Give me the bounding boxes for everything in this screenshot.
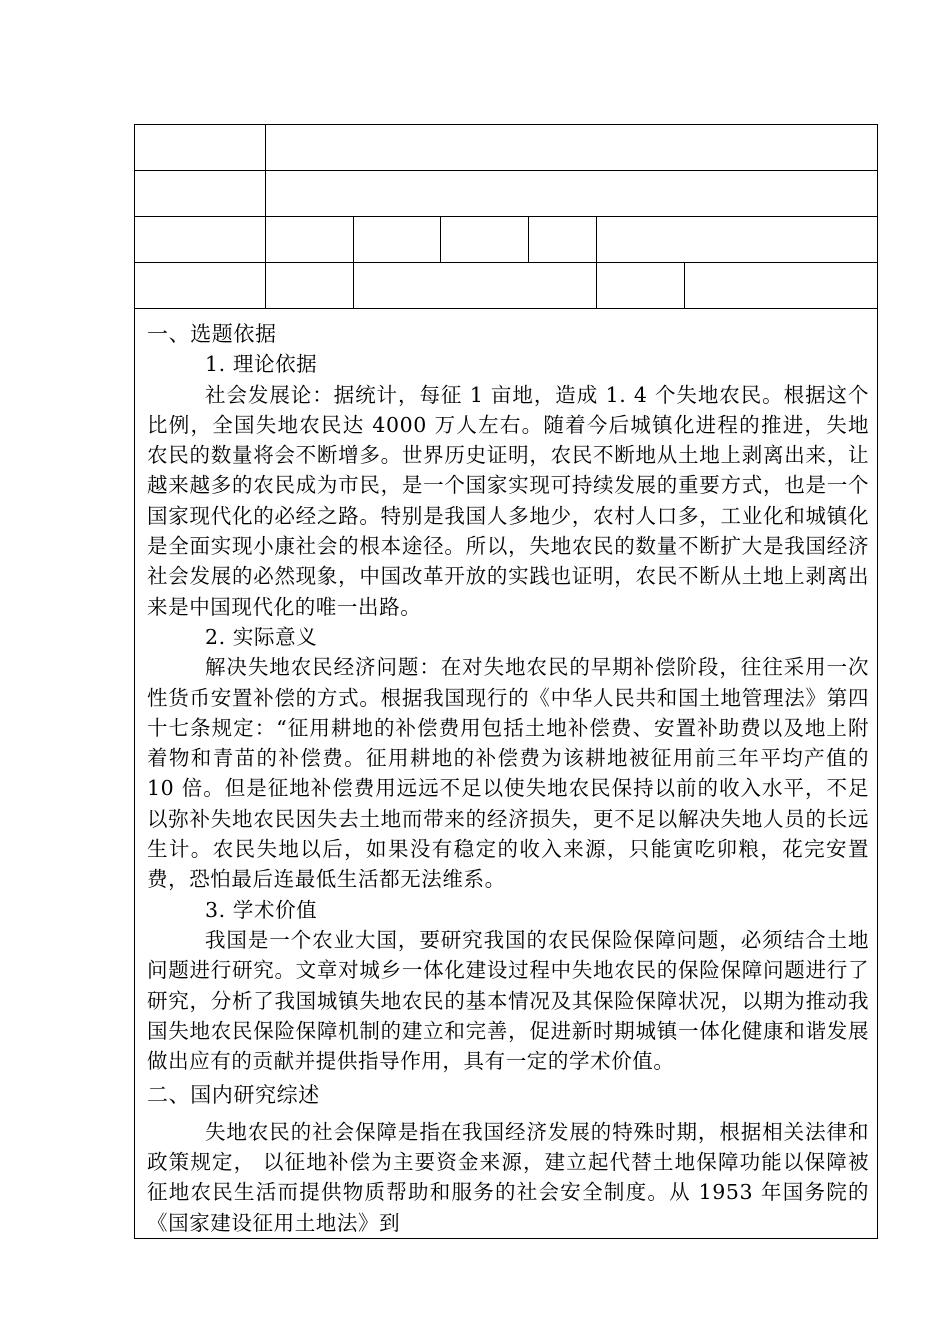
section-heading-basis: 一、选题依据 [147, 322, 277, 346]
form-value-cell[interactable] [266, 125, 878, 171]
paragraph-academic: 我国是一个农业大国，要研究我国的农民保险保障问题，必须结合土地问题进行研究。文章对城乡一体化建设过程中失地农民的保险保障问题进行了研究，分析了我国城镇失地农民的基本情况及其保险保障状况，以期为推动我国失地农民保险保障机制的建立和完善，促进新时期城镇一体化健康和谐发展做出应有的贡献并提供指导作用，具有一定的学术价值。 [147, 927, 870, 1074]
sub-heading-academic: 3. 学术价值 [205, 897, 318, 922]
form-label-cell [135, 125, 266, 171]
form-content-row [135, 309, 878, 1239]
form-label-cell [135, 217, 266, 263]
sub-heading-practical: 2. 实际意义 [205, 624, 318, 649]
form-value-cell[interactable] [441, 217, 529, 263]
section-heading-review: 二、国内研究综述 [147, 1083, 320, 1108]
form-row-3 [135, 217, 878, 263]
form-value-cell[interactable] [266, 217, 354, 263]
form-value-cell[interactable] [266, 171, 878, 217]
form-value-cell[interactable] [266, 263, 354, 309]
sub-heading-theory: 1. 理论依据 [205, 352, 318, 377]
content-cell [135, 309, 878, 1239]
paragraph-practical: 解决失地农民经济问题：在对失地农民的早期补偿阶段，往往采用一次性货币安置补偿的方式。根据我国现行的《中华人民共和国土地管理法》第四十七条规定：“征用耕地的补偿费用包括土地补偿费、安置补助费以及地上附着物和青苗的补偿费。征用耕地的补偿费为该耕地被征用前三年平均产值的 10 倍。但是征地补偿费用远远不足以使失地农民保持以前的收入水平，不足以弥补失地农民因失去土地而带来的经济损失，更不足以解决失地人员的长远生计。农民失地以后，如果没有稳定的收入来源，只能寅吃卯粮，花完安置费，恐怕最后连最低生活都无法维系。 [147, 655, 870, 892]
proposal-form-table [134, 124, 878, 1239]
form-label-cell [135, 171, 266, 217]
paragraph-review: 失地农民的社会保障是指在我国经济发展的特殊时期，根据相关法律和政策规定， 以征地补偿为主要资金来源，建立起代替土地保障功能以保障被征地农民生活而提供物质帮助和服务的社会安全制度。从 1953 年国务院的《国家建设征用土地法》到 [147, 1119, 870, 1235]
form-row-2 [135, 171, 878, 217]
paragraph-theory: 社会发展论：据统计，每征 1 亩地，造成 1. 4 个失地农民。根据这个比例，全国失地农民达 4000 万人左右。随着今后城镇化进程的推进，失地农民的数量将会不断增多。世界历史证明，农民不断地从土地上剥离出来，让越来越多的农民成为市民，是一个国家实现可持续发展的重要方式，也是一个国家现代化的必经之路。特别是我国人多地少，农村人口多，工业化和城镇化是全面实现小康社会的根本途径。所以，失地农民的数量不断扩大是我国经济社会发展的必然现象，中国改革开放的实践也证明，农民不断从土地上剥离出来是中国现代化的唯一出路。 [147, 382, 870, 619]
form-label-cell [135, 263, 266, 309]
content-body [135, 309, 877, 1238]
form-row-1 [135, 125, 878, 171]
form-label-cell [354, 263, 597, 309]
form-row-4 [135, 263, 878, 309]
form-label-cell [529, 217, 597, 263]
form-label-cell [354, 217, 441, 263]
form-value-cell[interactable] [685, 263, 878, 309]
form-value-cell[interactable] [597, 217, 878, 263]
form-value-cell[interactable] [597, 263, 685, 309]
